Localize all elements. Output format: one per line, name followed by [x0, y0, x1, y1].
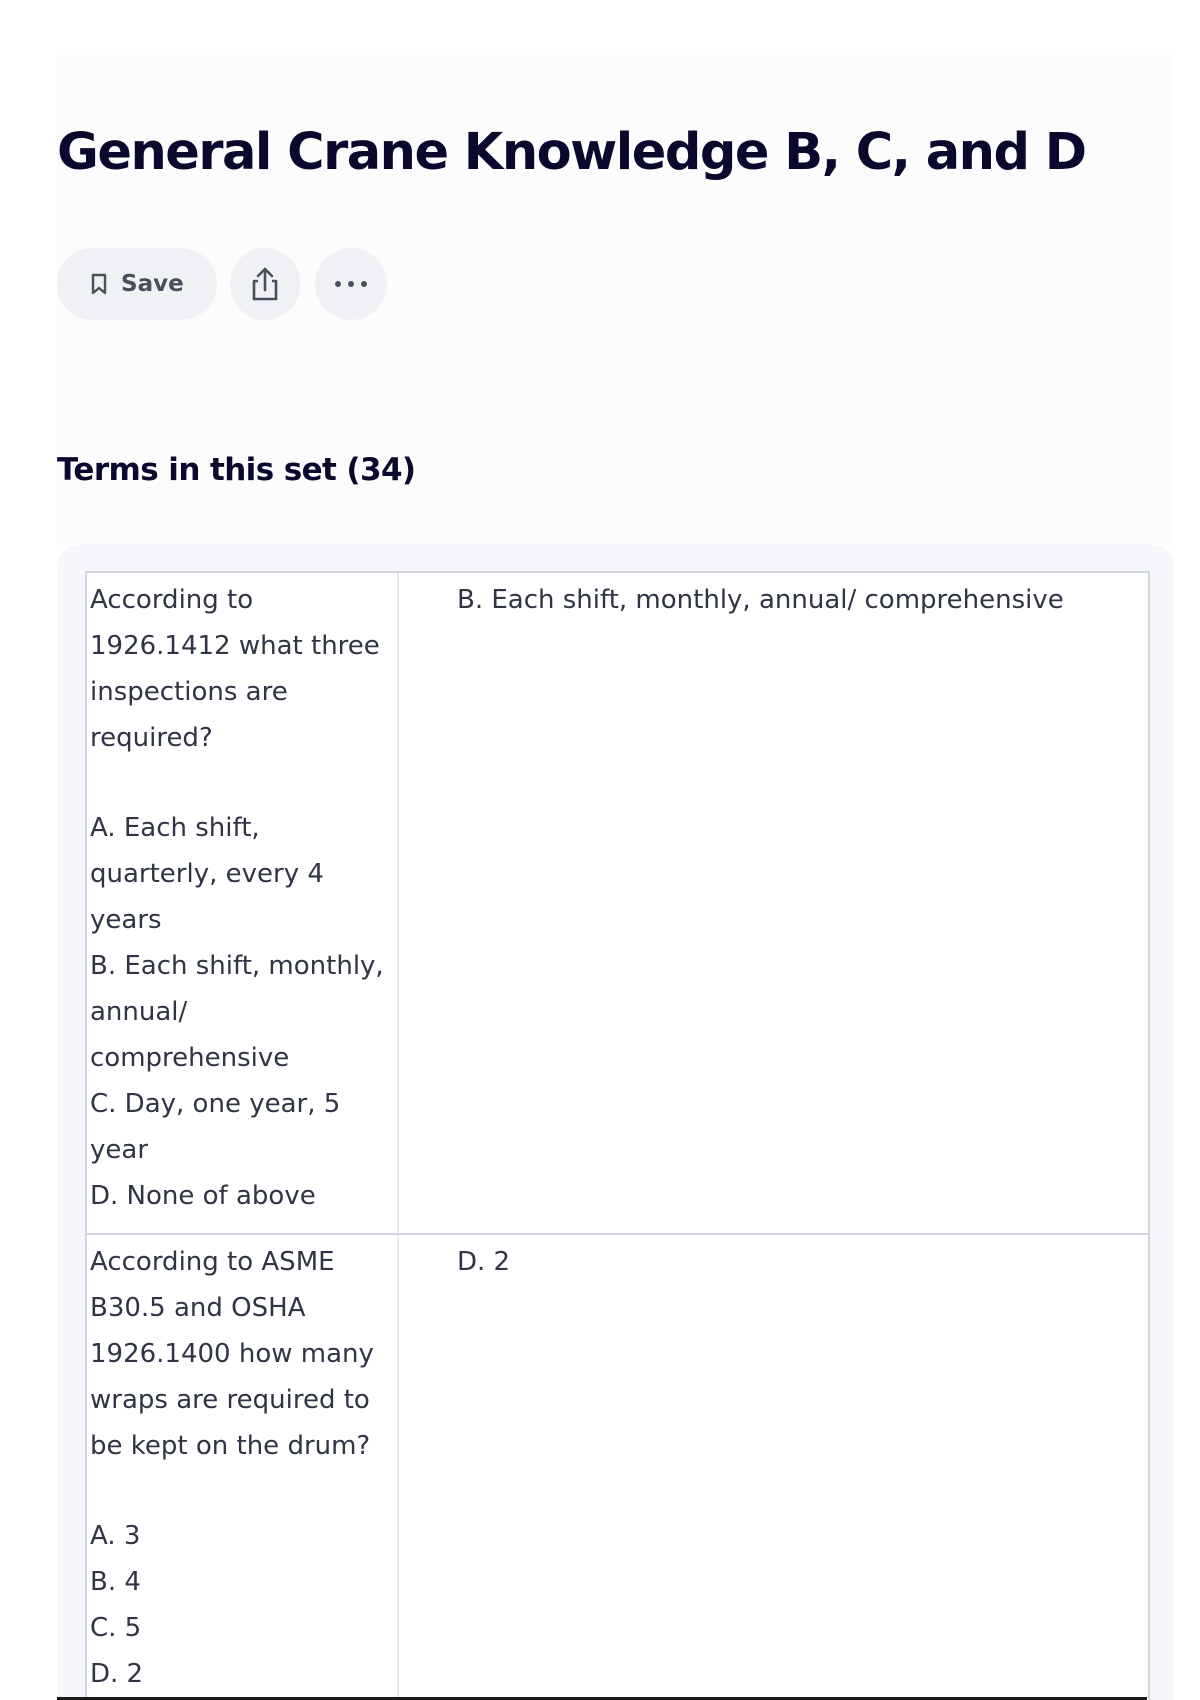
- more-options-button[interactable]: [315, 248, 387, 320]
- term-options: A. Each shift, quarterly, every 4 years B. Each shift, monthly, annual/ comprehensive C. Day, one year, 5 year D. None of above: [90, 813, 384, 1211]
- term-row: [85, 1233, 1150, 1700]
- bookmark-icon: [91, 273, 107, 295]
- term-definition: D. 2: [457, 1247, 511, 1277]
- term-cell: [87, 573, 399, 1233]
- save-button-label: Save: [121, 271, 184, 297]
- save-button[interactable]: [57, 248, 217, 320]
- term-question: According to ASME B30.5 and OSHA 1926.1400 how many wraps are required to be kept on the drum?: [90, 1247, 374, 1461]
- set-title: General Crane Knowledge B, C, and D: [57, 123, 1086, 182]
- term-question: According to 1926.1412 what three inspections are required?: [90, 585, 380, 753]
- more-icon: [334, 280, 368, 288]
- term-cell: [87, 1235, 399, 1700]
- term-definition: B. Each shift, monthly, annual/ comprehensive: [457, 585, 1064, 615]
- terms-heading: Terms in this set (34): [57, 452, 416, 488]
- term-options: A. 3 B. 4 C. 5 D. 2: [90, 1521, 144, 1689]
- term-row: [85, 571, 1150, 1235]
- share-button[interactable]: [230, 248, 300, 320]
- share-icon: [249, 266, 281, 302]
